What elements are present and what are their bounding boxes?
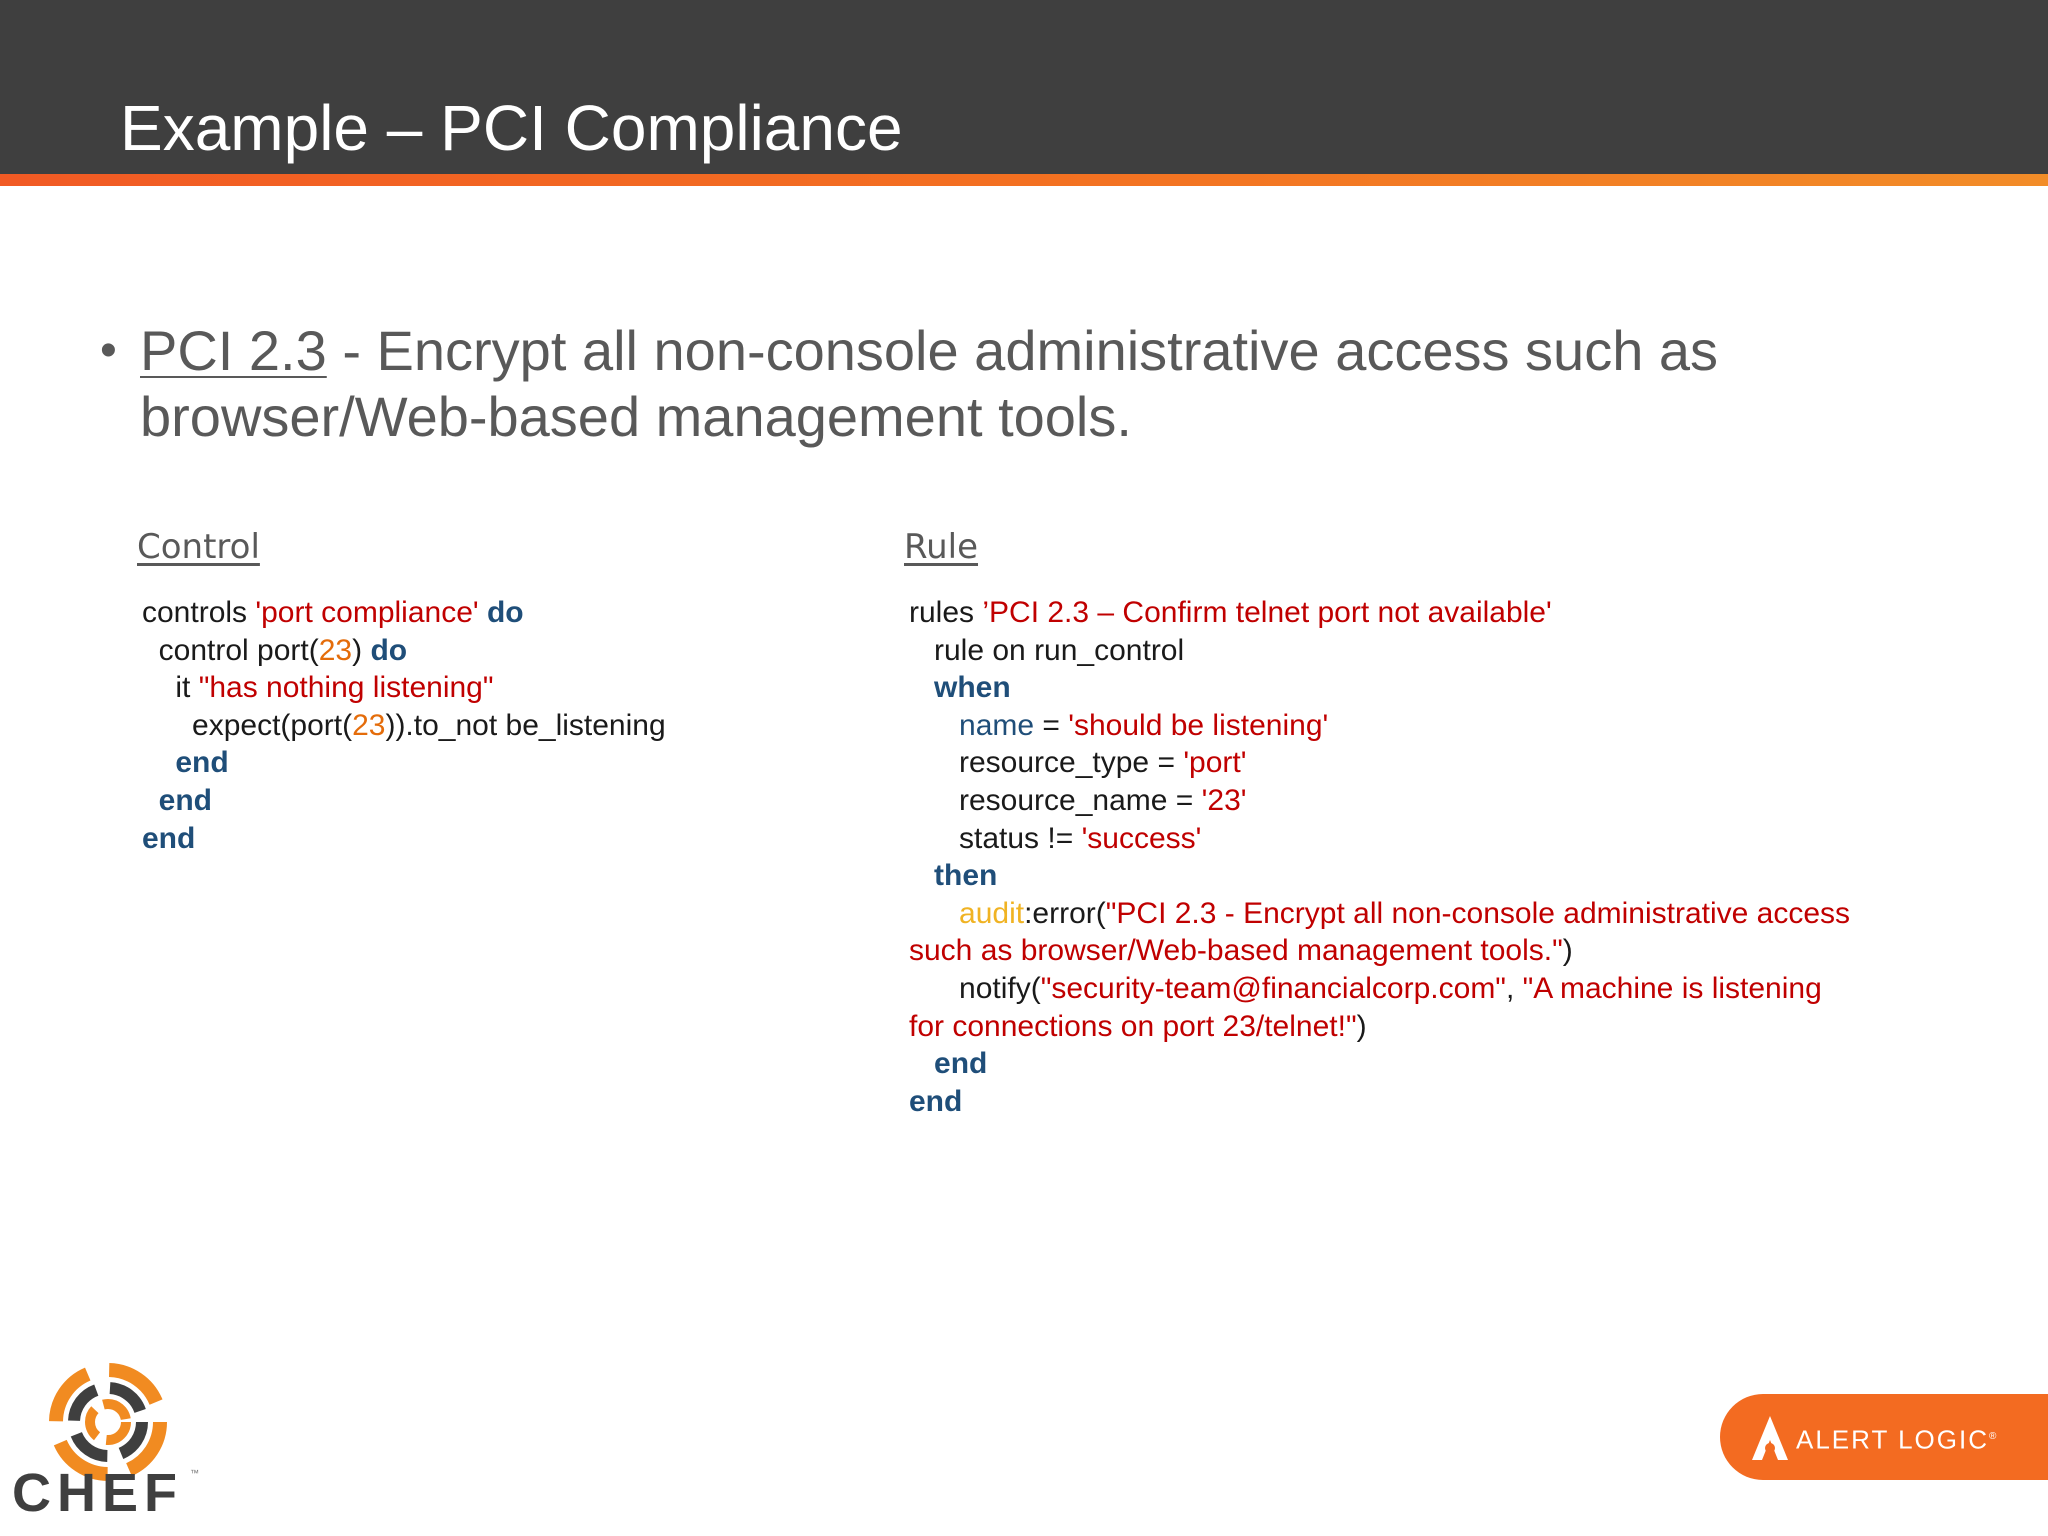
code-token [909, 897, 959, 930]
code-token: 'success' [1081, 821, 1202, 855]
code-token: ’PCI 2.3 – Confirm telnet port not available' [982, 596, 1552, 629]
alert-logic-wordmark: ALERT LOGIC® [1796, 1424, 1999, 1455]
code-token [909, 1047, 934, 1080]
rule-code-line [909, 895, 1850, 933]
code-token: name [959, 708, 1035, 742]
rule-code-line [909, 1008, 1850, 1046]
code-token [909, 671, 934, 704]
control-code-line [142, 744, 666, 782]
code-token: status != [909, 821, 1082, 855]
code-token: end [934, 1047, 988, 1081]
code-token: 23 [318, 633, 353, 667]
alert-logic-logo [1720, 1394, 2048, 1480]
code-token: "has nothing listening" [198, 671, 494, 705]
code-token: "A machine is listening [1522, 971, 1822, 1005]
rule-code-block [909, 594, 1850, 1120]
rule-code-line [909, 820, 1850, 858]
code-token: end [175, 746, 229, 780]
code-token [909, 859, 934, 892]
code-token: expect(port( [142, 708, 353, 742]
control-code-line [142, 669, 666, 707]
control-code-block [142, 594, 666, 857]
rule-code-line [909, 970, 1850, 1008]
chef-wordmark: CHEF [12, 1463, 183, 1523]
bullet-marker: • [100, 324, 117, 377]
slide-title: Example – PCI Compliance [120, 92, 903, 164]
code-token: then [934, 859, 998, 893]
rule-code-line [909, 782, 1850, 820]
code-token: "PCI 2.3 - Encrypt all non-console administrative access [1105, 896, 1851, 930]
code-token: such as browser/Web-based management tools." [909, 934, 1563, 968]
code-token: end [158, 783, 213, 817]
code-token: do [486, 596, 524, 629]
code-token [909, 709, 959, 742]
code-token: end [909, 1084, 963, 1118]
code-token: control port( [142, 633, 319, 667]
code-token: :error( [1024, 896, 1106, 930]
rule-code-line [909, 669, 1850, 707]
rule-code-line [909, 594, 1850, 632]
code-token: rules [909, 596, 983, 629]
code-token: controls [142, 596, 256, 629]
control-code-line [142, 782, 666, 820]
code-token: it [142, 671, 199, 705]
code-token: notify( [909, 971, 1041, 1005]
code-token [479, 596, 487, 629]
control-code-line [142, 707, 666, 745]
code-token: audit [959, 896, 1025, 930]
rule-code-line [909, 1083, 1850, 1121]
rule-code-line [909, 707, 1850, 745]
code-token: rule on run_control [909, 633, 1185, 667]
rule-code-line [909, 857, 1850, 895]
code-token: "security-team@financialcorp.com" [1040, 971, 1506, 1005]
code-token: ) [1562, 934, 1573, 968]
rule-code-line [909, 1045, 1850, 1083]
code-token: 'port compliance' [255, 596, 479, 629]
code-token: ) [1356, 1009, 1367, 1043]
code-token: = [1034, 708, 1069, 742]
control-code-line [142, 632, 666, 670]
code-token: do [370, 633, 408, 667]
bullet-description: - Encrypt all non-console administrative access such as browser/Web-based management tools. [140, 319, 1719, 448]
code-token: resource_type = [909, 746, 1184, 780]
control-heading: Control [137, 527, 260, 567]
bullet-text [140, 318, 1980, 450]
pci-link[interactable]: PCI 2.3 [140, 319, 327, 382]
code-token: , [1505, 971, 1523, 1005]
control-code-line [142, 820, 666, 858]
code-token: )).to_not be_listening [385, 708, 666, 742]
code-token [142, 784, 159, 817]
alert-logic-icon [1750, 1414, 1790, 1462]
code-token: 23 [352, 708, 386, 742]
accent-stripe [0, 174, 2048, 186]
rule-code-line [909, 632, 1850, 670]
code-token [142, 746, 175, 779]
rule-code-line [909, 744, 1850, 782]
code-token: 'should be listening' [1068, 708, 1329, 742]
code-token: resource_name = [909, 783, 1202, 817]
rule-code-line [909, 932, 1850, 970]
slide-header [0, 0, 2048, 174]
code-token: end [142, 821, 196, 855]
rule-heading: Rule [904, 527, 979, 567]
chef-trademark: ™ [190, 1468, 199, 1478]
control-code-line [142, 594, 666, 632]
code-token: '23' [1201, 783, 1247, 817]
code-token: 'port' [1183, 746, 1247, 780]
code-token: for connections on port 23/telnet!" [909, 1009, 1357, 1043]
code-token: ) [352, 633, 371, 667]
code-token: when [934, 671, 1011, 705]
